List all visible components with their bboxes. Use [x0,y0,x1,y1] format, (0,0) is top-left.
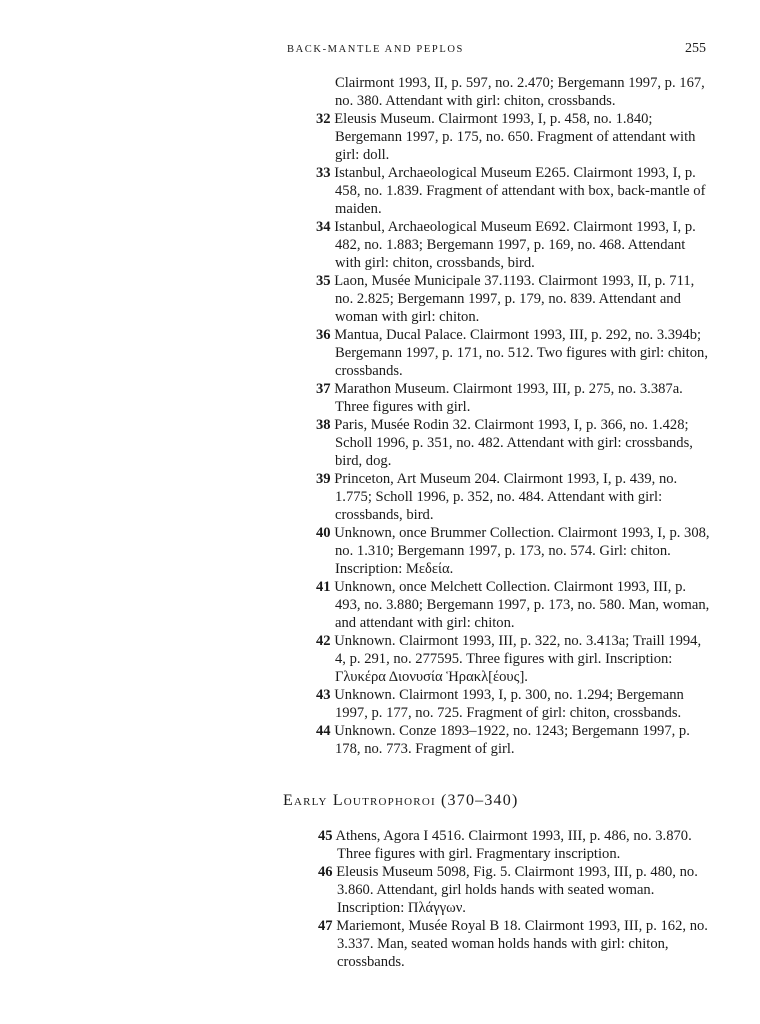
entry-text: Unknown. Clairmont 1993, I, p. 300, no. 1.294; Bergemann 1997, p. 177, no. 725. Fragment of girl: chiton, crossbands. [334,687,684,721]
entry-number: 36 [316,327,331,343]
entry-number: 45 [318,828,333,844]
entry-number: 43 [316,687,331,703]
entry-text: Istanbul, Archaeological Museum E265. Clairmont 1993, I, p. 458, no. 1.839. Fragment of attendant with box, back-mantle of maiden. [334,165,706,217]
catalogue-body [283,74,712,971]
entry-number: 37 [316,381,331,397]
entry-text: Unknown, once Brummer Collection. Clairmont 1993, I, p. 308, no. 1.310; Bergemann 1997, p. 173, no. 574. Girl: chiton. Inscription: Μεδεία. [334,525,710,577]
entry-text: Eleusis Museum. Clairmont 1993, I, p. 458, no. 1.840; Bergemann 1997, p. 175, no. 650. Fragment of attendant with girl: doll. [334,111,696,163]
page-number: 255 [685,41,706,56]
entry-number: 42 [316,633,331,649]
catalogue-entry [287,917,712,971]
entry-text: Unknown. Clairmont 1993, III, p. 322, no. 3.413a; Traill 1994, 4, p. 291, no. 277595. Three figures with girl. Inscription: Γλυκέρα Διονυσία Ἡρακλ[έους]. [334,633,702,685]
catalogue-entry [287,470,712,524]
catalogue-list-section [287,827,712,971]
catalogue-entry [287,326,712,380]
entry-text: Mariemont, Musée Royal B 18. Clairmont 1993, III, p. 162, no. 3.337. Man, seated woman holds hands with girl: chiton, crossbands. [336,918,708,970]
catalogue-entry [287,110,712,164]
catalogue-entry [287,578,712,632]
catalogue-entry [287,632,712,686]
entry-number: 47 [318,918,333,934]
entry-text: Laon, Musée Municipale 37.1193. Clairmont 1993, II, p. 711, no. 2.825; Bergemann 1997, p. 179, no. 839. Attendant and woman with girl: chiton. [334,273,695,325]
catalogue-entry [287,272,712,326]
entry-text: Marathon Museum. Clairmont 1993, III, p. 275, no. 3.387a. Three figures with girl. [334,381,683,415]
entry-number: 41 [316,579,331,595]
catalogue-entry [287,686,712,722]
entry-text: Unknown. Conze 1893–1922, no. 1243; Bergemann 1997, p. 178, no. 773. Fragment of girl. [334,723,690,757]
section-heading: Early Loutrophoroi (370–340) [283,792,519,809]
entry-number: 46 [318,864,333,880]
entry-text: Paris, Musée Rodin 32. Clairmont 1993, I, p. 366, no. 1.428; Scholl 1996, p. 351, no. 482. Attendant with girl: crossbands, bird, dog. [334,417,693,469]
entry-text: Unknown, once Melchett Collection. Clairmont 1993, III, p. 493, no. 3.880; Bergemann 1997, p. 173, no. 580. Man, woman, and attendant with girl: chiton. [334,579,710,631]
entry-number: 44 [316,723,331,739]
entry-number: 33 [316,165,331,181]
entry-text: Istanbul, Archaeological Museum E692. Clairmont 1993, I, p. 482, no. 1.883; Bergemann 1997, p. 169, no. 468. Attendant with girl: chiton, crossbands, bird. [334,219,696,271]
catalogue-entry [287,164,712,218]
entry-number: 40 [316,525,331,541]
entry-text: Eleusis Museum 5098, Fig. 5. Clairmont 1993, III, p. 480, no. 3.860. Attendant, girl holds hands with seated woman. Inscription: Πλάγγων. [336,864,698,916]
catalogue-entry [287,218,712,272]
catalogue-entry [287,524,712,578]
entry-number: 35 [316,273,331,289]
catalogue-entry [287,380,712,416]
entry-number: 38 [316,417,331,433]
catalogue-entry [287,416,712,470]
catalogue-entry [287,863,712,917]
catalogue-list-top [287,74,712,758]
entry-number: 39 [316,471,331,487]
catalogue-entry [287,74,712,110]
entry-number: 32 [316,111,331,127]
catalogue-entry [287,827,712,863]
entry-text: Clairmont 1993, II, p. 597, no. 2.470; Bergemann 1997, p. 167, no. 380. Attendant with girl: chiton, crossbands. [335,75,705,109]
entry-text: Athens, Agora I 4516. Clairmont 1993, III, p. 486, no. 3.870. Three figures with girl. Fragmentary inscription. [335,828,692,862]
entry-text: Princeton, Art Museum 204. Clairmont 1993, I, p. 439, no. 1.775; Scholl 1996, p. 352, no. 484. Attendant with girl: crossbands, bird. [334,471,678,523]
catalogue-entry [287,722,712,758]
entry-text: Mantua, Ducal Palace. Clairmont 1993, III, p. 292, no. 3.394b; Bergemann 1997, p. 171, no. 512. Two figures with girl: chiton, crossbands. [334,327,708,379]
entry-number: 34 [316,219,331,235]
running-head: BACK-MANTLE AND PEPLOS [287,44,464,55]
